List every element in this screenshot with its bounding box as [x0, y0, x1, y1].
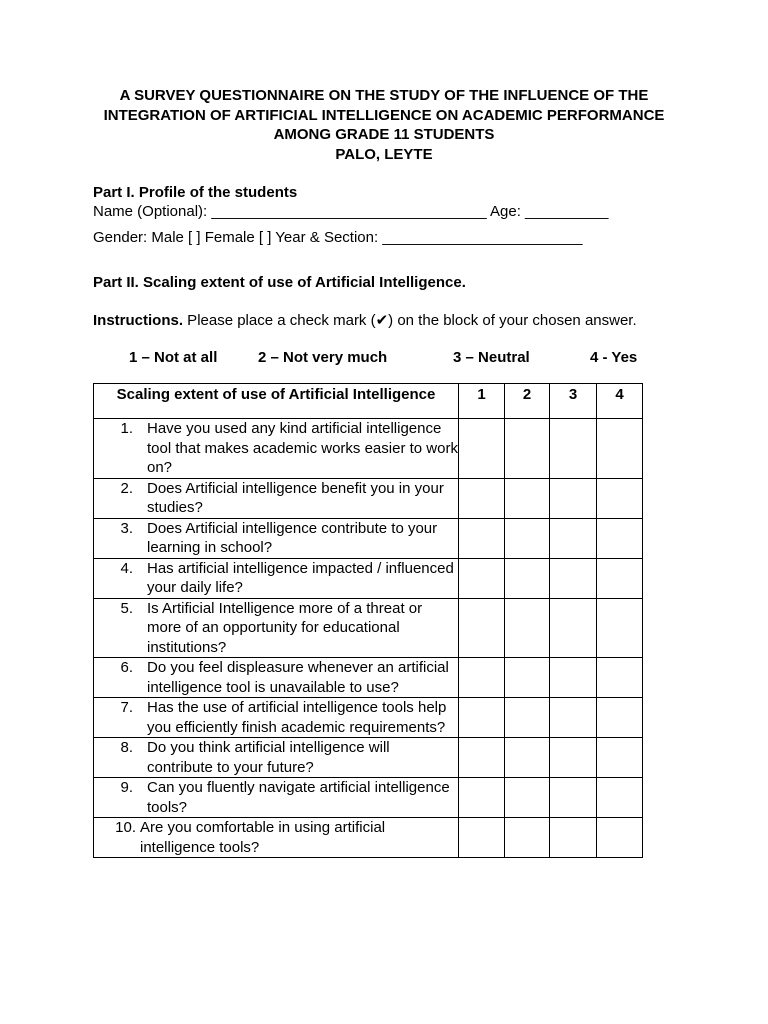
title-line-2: INTEGRATION OF ARTIFICIAL INTELLIGENCE ON ACADEMIC PERFORMANCE — [103, 106, 665, 124]
question-text: Have you used any kind artificial intelligence tool that makes academic works easier to work on? — [147, 420, 458, 476]
question-number: 9. — [120, 779, 133, 796]
answer-checkbox-3[interactable] — [550, 658, 597, 698]
question-cell — [94, 558, 459, 598]
answer-checkbox-4[interactable] — [597, 698, 643, 738]
answer-checkbox-3[interactable] — [550, 478, 597, 518]
question-number: 4. — [120, 559, 133, 577]
answer-checkbox-2[interactable] — [505, 518, 550, 558]
part2-heading: Part II. Scaling extent of use of Artificial Intelligence. — [93, 274, 466, 291]
answer-checkbox-2[interactable] — [505, 598, 550, 658]
question-cell — [94, 778, 459, 818]
table-row — [94, 818, 643, 858]
question-number: 1. — [120, 420, 133, 437]
question-text: Does Artificial intelligence benefit you in your studies? — [147, 479, 444, 516]
scale-item-2: 2 – Not very much — [258, 349, 388, 366]
answer-checkbox-4[interactable] — [597, 478, 643, 518]
scale-item-3: 3 – Neutral — [453, 349, 530, 366]
answer-checkbox-4[interactable] — [597, 558, 643, 598]
question-cell — [94, 419, 459, 479]
table-row — [94, 518, 643, 558]
scale-item-4: 4 - Yes — [590, 349, 638, 366]
answer-checkbox-3[interactable] — [550, 558, 597, 598]
question-number: 5. — [120, 599, 133, 617]
answer-checkbox-3[interactable] — [550, 818, 597, 858]
answer-checkbox-2[interactable] — [505, 419, 550, 479]
table-header-row — [94, 384, 643, 419]
question-cell — [94, 478, 459, 518]
instructions-text: Please place a check mark (✔) on the block of your chosen answer. — [183, 312, 637, 329]
answer-checkbox-2[interactable] — [505, 778, 550, 818]
question-cell — [94, 598, 459, 658]
question-text: Has the use of artificial intelligence tools help you efficiently finish academic requirements? — [147, 699, 447, 736]
instructions-label: Instructions. — [93, 312, 184, 329]
table-row — [94, 738, 643, 778]
answer-checkbox-1[interactable] — [459, 698, 505, 738]
answer-checkbox-3[interactable] — [550, 698, 597, 738]
table-row — [94, 658, 643, 698]
table-header-col-1: 1 — [459, 384, 505, 419]
answer-checkbox-3[interactable] — [550, 598, 597, 658]
answer-checkbox-1[interactable] — [459, 518, 505, 558]
answer-checkbox-2[interactable] — [505, 698, 550, 738]
answer-checkbox-2[interactable] — [505, 658, 550, 698]
table-row — [94, 598, 643, 658]
answer-checkbox-3[interactable] — [550, 518, 597, 558]
answer-checkbox-2[interactable] — [505, 558, 550, 598]
answer-checkbox-2[interactable] — [505, 478, 550, 518]
table-row — [94, 558, 643, 598]
question-number: 2. — [120, 479, 133, 497]
question-cell — [94, 518, 459, 558]
answer-checkbox-3[interactable] — [550, 738, 597, 778]
answer-checkbox-4[interactable] — [597, 818, 643, 858]
answer-checkbox-2[interactable] — [505, 818, 550, 858]
question-text: Can you fluently navigate artificial intelligence tools? — [147, 779, 450, 816]
scale-item-1: 1 – Not at all — [129, 349, 218, 366]
answer-checkbox-4[interactable] — [597, 598, 643, 658]
answer-checkbox-1[interactable] — [459, 658, 505, 698]
table-row — [94, 478, 643, 518]
answer-checkbox-1[interactable] — [459, 419, 505, 479]
question-text: Has artificial intelligence impacted / influenced your daily life? — [147, 559, 454, 596]
question-number: 7. — [120, 699, 133, 716]
answer-checkbox-1[interactable] — [459, 598, 505, 658]
survey-title — [0, 86, 768, 164]
answer-checkbox-4[interactable] — [597, 778, 643, 818]
question-cell — [94, 738, 459, 778]
question-cell — [94, 818, 459, 858]
question-text: Do you feel displeasure whenever an artificial intelligence tool is unavailable to use? — [147, 659, 449, 696]
question-number: 3. — [120, 519, 133, 537]
question-text: Do you think artificial intelligence will contribute to your future? — [147, 739, 390, 776]
question-number: 8. — [120, 739, 133, 756]
table-row — [94, 778, 643, 818]
table-row — [94, 419, 643, 479]
answer-checkbox-1[interactable] — [459, 778, 505, 818]
title-line-3: AMONG GRADE 11 STUDENTS — [273, 126, 495, 143]
answer-checkbox-1[interactable] — [459, 558, 505, 598]
part1-heading: Part I. Profile of the students — [93, 184, 298, 201]
name-age-line: Name (Optional): _________________________________ Age: __________ — [93, 203, 609, 220]
question-cell — [94, 658, 459, 698]
survey-table-body — [94, 419, 643, 858]
question-number: 6. — [120, 659, 133, 676]
answer-checkbox-4[interactable] — [597, 518, 643, 558]
answer-checkbox-4[interactable] — [597, 419, 643, 479]
answer-checkbox-2[interactable] — [505, 738, 550, 778]
question-text: Does Artificial intelligence contribute to your learning in school? — [147, 519, 438, 556]
answer-checkbox-1[interactable] — [459, 478, 505, 518]
gender-section-line: Gender: Male [ ] Female [ ] Year & Section: ________________________ — [93, 229, 583, 246]
table-header-question: Scaling extent of use of Artificial Intelligence — [94, 384, 459, 419]
title-line-1: A SURVEY QUESTIONNAIRE ON THE STUDY OF THE INFLUENCE OF THE — [119, 87, 649, 104]
question-text: Is Artificial Intelligence more of a threat or more of an opportunity for educational institutions? — [147, 599, 423, 656]
survey-table — [93, 383, 643, 858]
answer-checkbox-4[interactable] — [597, 738, 643, 778]
question-cell — [94, 698, 459, 738]
table-header-col-4: 4 — [597, 384, 643, 419]
instructions — [93, 311, 637, 330]
answer-checkbox-4[interactable] — [597, 658, 643, 698]
table-row — [94, 698, 643, 738]
title-line-4: PALO, LEYTE — [335, 145, 433, 163]
answer-checkbox-1[interactable] — [459, 818, 505, 858]
answer-checkbox-3[interactable] — [550, 778, 597, 818]
question-number: 10. — [115, 819, 136, 836]
answer-checkbox-3[interactable] — [550, 419, 597, 479]
table-header-col-3: 3 — [550, 384, 597, 419]
answer-checkbox-1[interactable] — [459, 738, 505, 778]
question-text: Are you comfortable in using artificial intelligence tools? — [140, 819, 386, 856]
table-header-col-2: 2 — [505, 384, 550, 419]
